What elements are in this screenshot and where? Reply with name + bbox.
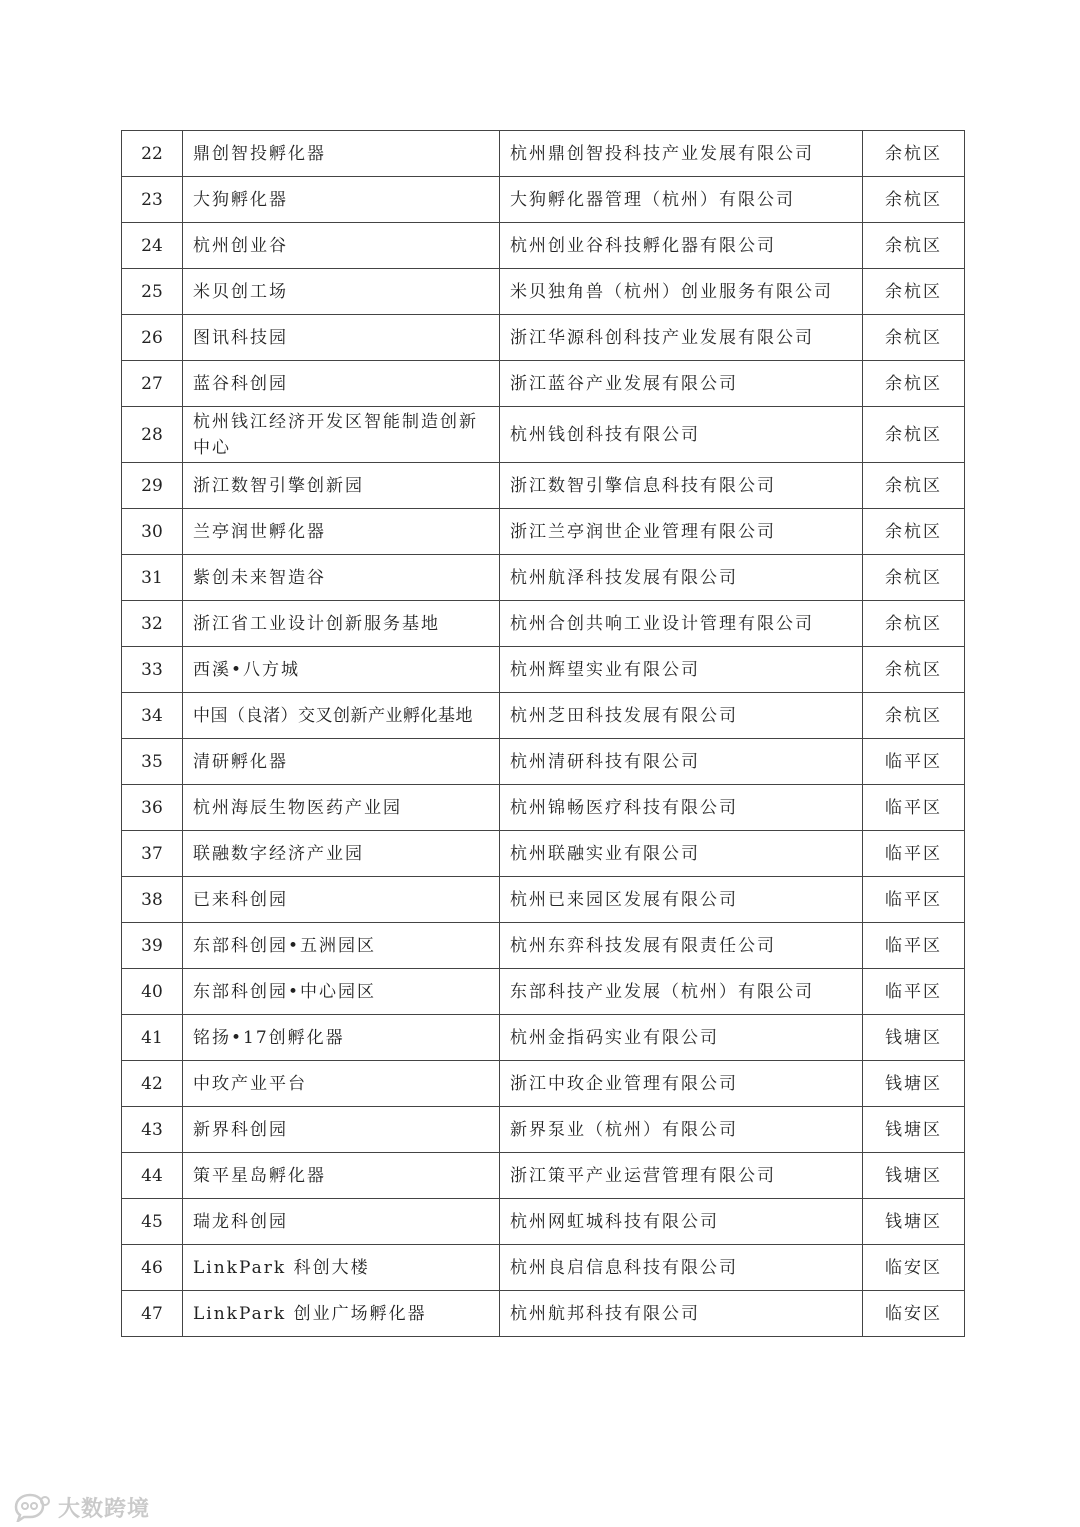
row-number: 24 — [122, 223, 183, 269]
row-number: 30 — [122, 509, 183, 555]
table-row — [122, 969, 965, 1015]
district: 余杭区 — [863, 315, 965, 361]
table-row — [122, 315, 965, 361]
district: 钱塘区 — [863, 1107, 965, 1153]
table-row — [122, 877, 965, 923]
district: 钱塘区 — [863, 1199, 965, 1245]
row-number: 37 — [122, 831, 183, 877]
operating-company: 米贝独角兽（杭州）创业服务有限公司 — [500, 269, 863, 315]
row-number: 39 — [122, 923, 183, 969]
table-row — [122, 785, 965, 831]
district: 余杭区 — [863, 601, 965, 647]
district: 余杭区 — [863, 509, 965, 555]
row-number: 26 — [122, 315, 183, 361]
incubator-name: 杭州创业谷 — [183, 223, 500, 269]
table-row — [122, 1061, 965, 1107]
row-number: 32 — [122, 601, 183, 647]
table-row — [122, 1153, 965, 1199]
operating-company: 东部科技产业发展（杭州）有限公司 — [500, 969, 863, 1015]
district: 余杭区 — [863, 269, 965, 315]
incubator-name: 浙江省工业设计创新服务基地 — [183, 601, 500, 647]
incubator-name: 紫创未来智造谷 — [183, 555, 500, 601]
incubator-name: 米贝创工场 — [183, 269, 500, 315]
incubator-name: 蓝谷科创园 — [183, 361, 500, 407]
operating-company: 杭州联融实业有限公司 — [500, 831, 863, 877]
row-number: 22 — [122, 131, 183, 177]
table-row — [122, 1107, 965, 1153]
table-row — [122, 601, 965, 647]
incubator-name: 图讯科技园 — [183, 315, 500, 361]
operating-company: 浙江蓝谷产业发展有限公司 — [500, 361, 863, 407]
table-row — [122, 831, 965, 877]
row-number: 43 — [122, 1107, 183, 1153]
operating-company: 杭州芝田科技发展有限公司 — [500, 693, 863, 739]
row-number: 44 — [122, 1153, 183, 1199]
district: 余杭区 — [863, 131, 965, 177]
row-number: 42 — [122, 1061, 183, 1107]
district: 余杭区 — [863, 223, 965, 269]
incubator-name: LinkPark 科创大楼 — [183, 1245, 500, 1291]
operating-company: 浙江兰亭润世企业管理有限公司 — [500, 509, 863, 555]
incubator-name: 铭扬•17创孵化器 — [183, 1015, 500, 1061]
district: 余杭区 — [863, 693, 965, 739]
row-number: 47 — [122, 1291, 183, 1337]
operating-company: 杭州良启信息科技有限公司 — [500, 1245, 863, 1291]
table-row — [122, 1199, 965, 1245]
incubator-name: 鼎创智投孵化器 — [183, 131, 500, 177]
row-number: 25 — [122, 269, 183, 315]
incubator-name: 中玫产业平台 — [183, 1061, 500, 1107]
table-row — [122, 1291, 965, 1337]
district: 余杭区 — [863, 647, 965, 693]
incubator-name: 联融数字经济产业园 — [183, 831, 500, 877]
table-row — [122, 509, 965, 555]
row-number: 31 — [122, 555, 183, 601]
incubator-name: 中国（良渚）交叉创新产业孵化基地 — [183, 693, 500, 739]
row-number: 36 — [122, 785, 183, 831]
table-row — [122, 407, 965, 463]
watermark-text: 大数跨境 — [58, 1496, 151, 1522]
operating-company: 杭州锦畅医疗科技有限公司 — [500, 785, 863, 831]
table-row — [122, 555, 965, 601]
operating-company: 杭州航邦科技有限公司 — [500, 1291, 863, 1337]
operating-company: 浙江中玫企业管理有限公司 — [500, 1061, 863, 1107]
operating-company: 杭州辉望实业有限公司 — [500, 647, 863, 693]
incubator-name: 杭州钱江经济开发区智能制造创新中心 — [183, 407, 500, 463]
district: 临平区 — [863, 877, 965, 923]
table-row — [122, 923, 965, 969]
operating-company: 杭州已来园区发展有限公司 — [500, 877, 863, 923]
incubator-name: 东部科创园•五洲园区 — [183, 923, 500, 969]
operating-company: 杭州东弈科技发展有限责任公司 — [500, 923, 863, 969]
table-row — [122, 223, 965, 269]
incubator-name: 瑞龙科创园 — [183, 1199, 500, 1245]
incubator-table — [121, 130, 965, 1337]
operating-company: 新界泵业（杭州）有限公司 — [500, 1107, 863, 1153]
incubator-name: 清研孵化器 — [183, 739, 500, 785]
district: 余杭区 — [863, 407, 965, 463]
district: 临平区 — [863, 785, 965, 831]
row-number: 27 — [122, 361, 183, 407]
operating-company: 杭州合创共响工业设计管理有限公司 — [500, 601, 863, 647]
district: 钱塘区 — [863, 1015, 965, 1061]
incubator-name: 新界科创园 — [183, 1107, 500, 1153]
incubator-name: LinkPark 创业广场孵化器 — [183, 1291, 500, 1337]
operating-company: 杭州金指码实业有限公司 — [500, 1015, 863, 1061]
chat-bubble-logo-icon — [12, 1492, 52, 1522]
operating-company: 浙江数智引擎信息科技有限公司 — [500, 463, 863, 509]
incubator-name: 浙江数智引擎创新园 — [183, 463, 500, 509]
table-row — [122, 1015, 965, 1061]
table-row — [122, 463, 965, 509]
district: 余杭区 — [863, 463, 965, 509]
incubator-name: 西溪•八方城 — [183, 647, 500, 693]
district: 钱塘区 — [863, 1153, 965, 1199]
operating-company: 杭州网虹城科技有限公司 — [500, 1199, 863, 1245]
row-number: 28 — [122, 407, 183, 463]
table-row — [122, 269, 965, 315]
operating-company: 杭州清研科技有限公司 — [500, 739, 863, 785]
incubator-name: 杭州海辰生物医药产业园 — [183, 785, 500, 831]
district: 临平区 — [863, 831, 965, 877]
operating-company: 浙江华源科创科技产业发展有限公司 — [500, 315, 863, 361]
table-row — [122, 177, 965, 223]
district: 余杭区 — [863, 555, 965, 601]
district: 余杭区 — [863, 361, 965, 407]
row-number: 46 — [122, 1245, 183, 1291]
district: 临安区 — [863, 1245, 965, 1291]
row-number: 45 — [122, 1199, 183, 1245]
table-row — [122, 1245, 965, 1291]
row-number: 34 — [122, 693, 183, 739]
table-row — [122, 647, 965, 693]
row-number: 29 — [122, 463, 183, 509]
table-row — [122, 361, 965, 407]
incubator-name: 已来科创园 — [183, 877, 500, 923]
row-number: 38 — [122, 877, 183, 923]
operating-company: 杭州创业谷科技孵化器有限公司 — [500, 223, 863, 269]
operating-company: 杭州航泽科技发展有限公司 — [500, 555, 863, 601]
table-row — [122, 739, 965, 785]
operating-company: 大狗孵化器管理（杭州）有限公司 — [500, 177, 863, 223]
row-number: 33 — [122, 647, 183, 693]
district: 钱塘区 — [863, 1061, 965, 1107]
incubator-name: 兰亭润世孵化器 — [183, 509, 500, 555]
row-number: 23 — [122, 177, 183, 223]
district: 临平区 — [863, 739, 965, 785]
row-number: 40 — [122, 969, 183, 1015]
watermark — [12, 1490, 150, 1524]
district: 临平区 — [863, 923, 965, 969]
incubator-name: 大狗孵化器 — [183, 177, 500, 223]
operating-company: 浙江策平产业运营管理有限公司 — [500, 1153, 863, 1199]
row-number: 41 — [122, 1015, 183, 1061]
incubator-name: 策平星岛孵化器 — [183, 1153, 500, 1199]
operating-company: 杭州鼎创智投科技产业发展有限公司 — [500, 131, 863, 177]
table-row — [122, 131, 965, 177]
incubator-name: 东部科创园•中心园区 — [183, 969, 500, 1015]
operating-company: 杭州钱创科技有限公司 — [500, 407, 863, 463]
row-number: 35 — [122, 739, 183, 785]
district: 临平区 — [863, 969, 965, 1015]
district: 临安区 — [863, 1291, 965, 1337]
district: 余杭区 — [863, 177, 965, 223]
table-row — [122, 693, 965, 739]
